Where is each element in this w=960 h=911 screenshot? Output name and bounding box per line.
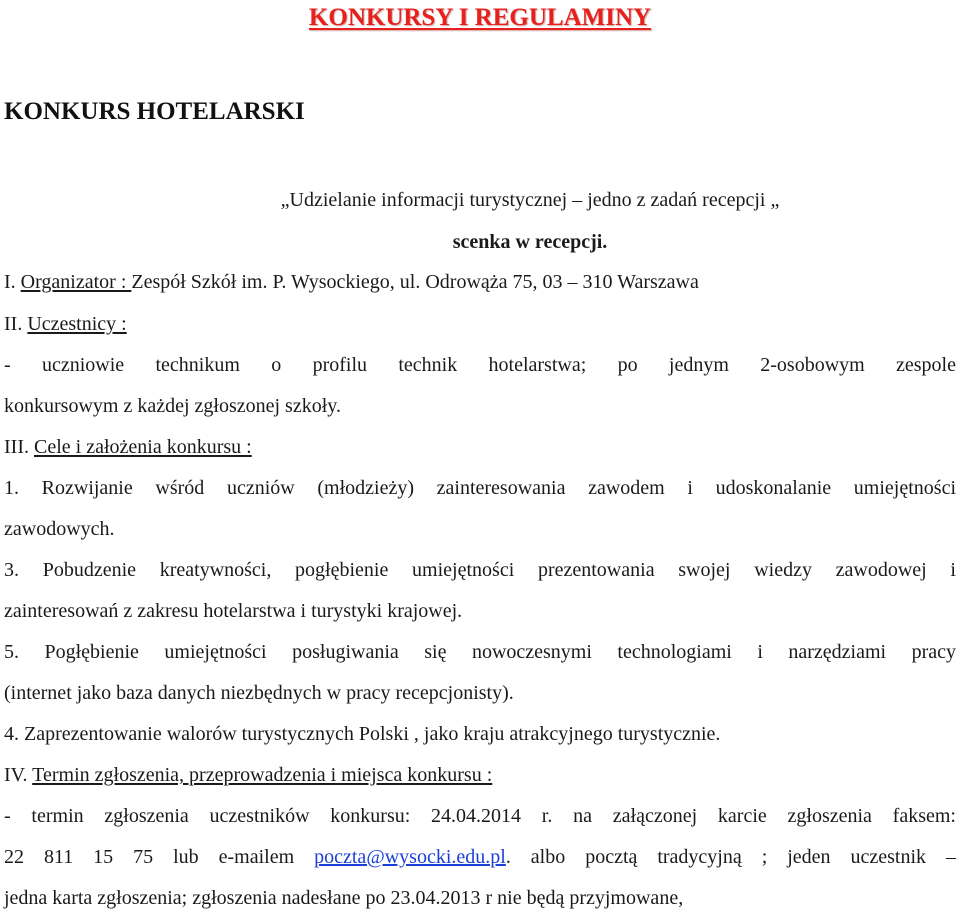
deadline-label: Termin zgłoszenia, przeprowadzenia i miejsca konkursu : xyxy=(32,764,493,786)
section-number: I. xyxy=(4,271,21,293)
deadline-contact: 22 811 15 75 lub e-mailem xyxy=(4,846,315,868)
participants-line1: - uczniowie technikum o profilu technik hotelarstwa; po jednym 2-osobowym zespole xyxy=(4,354,956,376)
goal-item-3-line1: 3. Pobudzenie kreatywności, pogłębienie umiejętności prezentowania swojej wiedzy zawodowej i xyxy=(4,559,956,581)
organizer-line xyxy=(4,270,956,294)
participants-label: Uczestnicy : xyxy=(27,313,127,335)
deadline-line3: jedna karta zgłoszenia; zgłoszenia nadesłane po 23.04.2013 r nie będą przyjmowane, xyxy=(4,887,684,909)
email-link[interactable]: poczta@wysocki.edu.pl xyxy=(314,846,506,868)
deadline-line2 xyxy=(4,845,956,869)
section-number: III. xyxy=(4,436,34,458)
goal-item-5-line2: (internet jako baza danych niezbędnych w pracy recepcjonisty). xyxy=(4,682,514,704)
deadline-contact-rest: . albo pocztą tradycyjną ; jeden uczestnik – xyxy=(505,846,956,868)
organizer-label: Organizator : xyxy=(20,271,132,293)
section-number: II. xyxy=(4,313,28,335)
contest-subtitle-scene: scenka w recepcji. xyxy=(452,231,608,253)
page-title: KONKURSY I REGULAMINY xyxy=(308,4,652,31)
goals-heading xyxy=(4,435,956,459)
goal-item-1-line2: zawodowych. xyxy=(4,518,115,540)
section-number: IV. xyxy=(4,764,33,786)
participants-heading xyxy=(4,312,956,336)
goals-label: Cele i założenia konkursu : xyxy=(33,436,252,458)
contest-title: KONKURS HOTELARSKI xyxy=(4,98,305,125)
contest-subtitle: „Udzielanie informacji turystycznej – jedno z zadań recepcji „ xyxy=(280,189,780,211)
goal-item-1-line1: 1. Rozwijanie wśród uczniów (młodzieży) zainteresowania zawodem i udoskonalanie umiejętności xyxy=(4,477,956,499)
participants-line2: konkursowym z każdej zgłoszonej szkoły. xyxy=(4,395,341,417)
goal-item-4-line1: 4. Zaprezentowanie walorów turystycznych Polski , jako kraju atrakcyjnego turystycznie. xyxy=(4,723,721,745)
goal-item-5-line1: 5. Pogłębienie umiejętności posługiwania się nowoczesnymi technologiami i narzędziami pracy xyxy=(4,641,956,663)
organizer-text: Zespół Szkół im. P. Wysockiego, ul. Odrowąża 75, 03 – 310 Warszawa xyxy=(131,271,699,293)
deadline-line1: - termin zgłoszenia uczestników konkursu: 24.04.2014 r. na załączonej karcie zgłoszenia faksem: xyxy=(4,805,956,827)
goal-item-3-line2: zainteresowań z zakresu hotelarstwa i turystyki krajowej. xyxy=(4,600,463,622)
deadline-heading xyxy=(4,763,956,787)
